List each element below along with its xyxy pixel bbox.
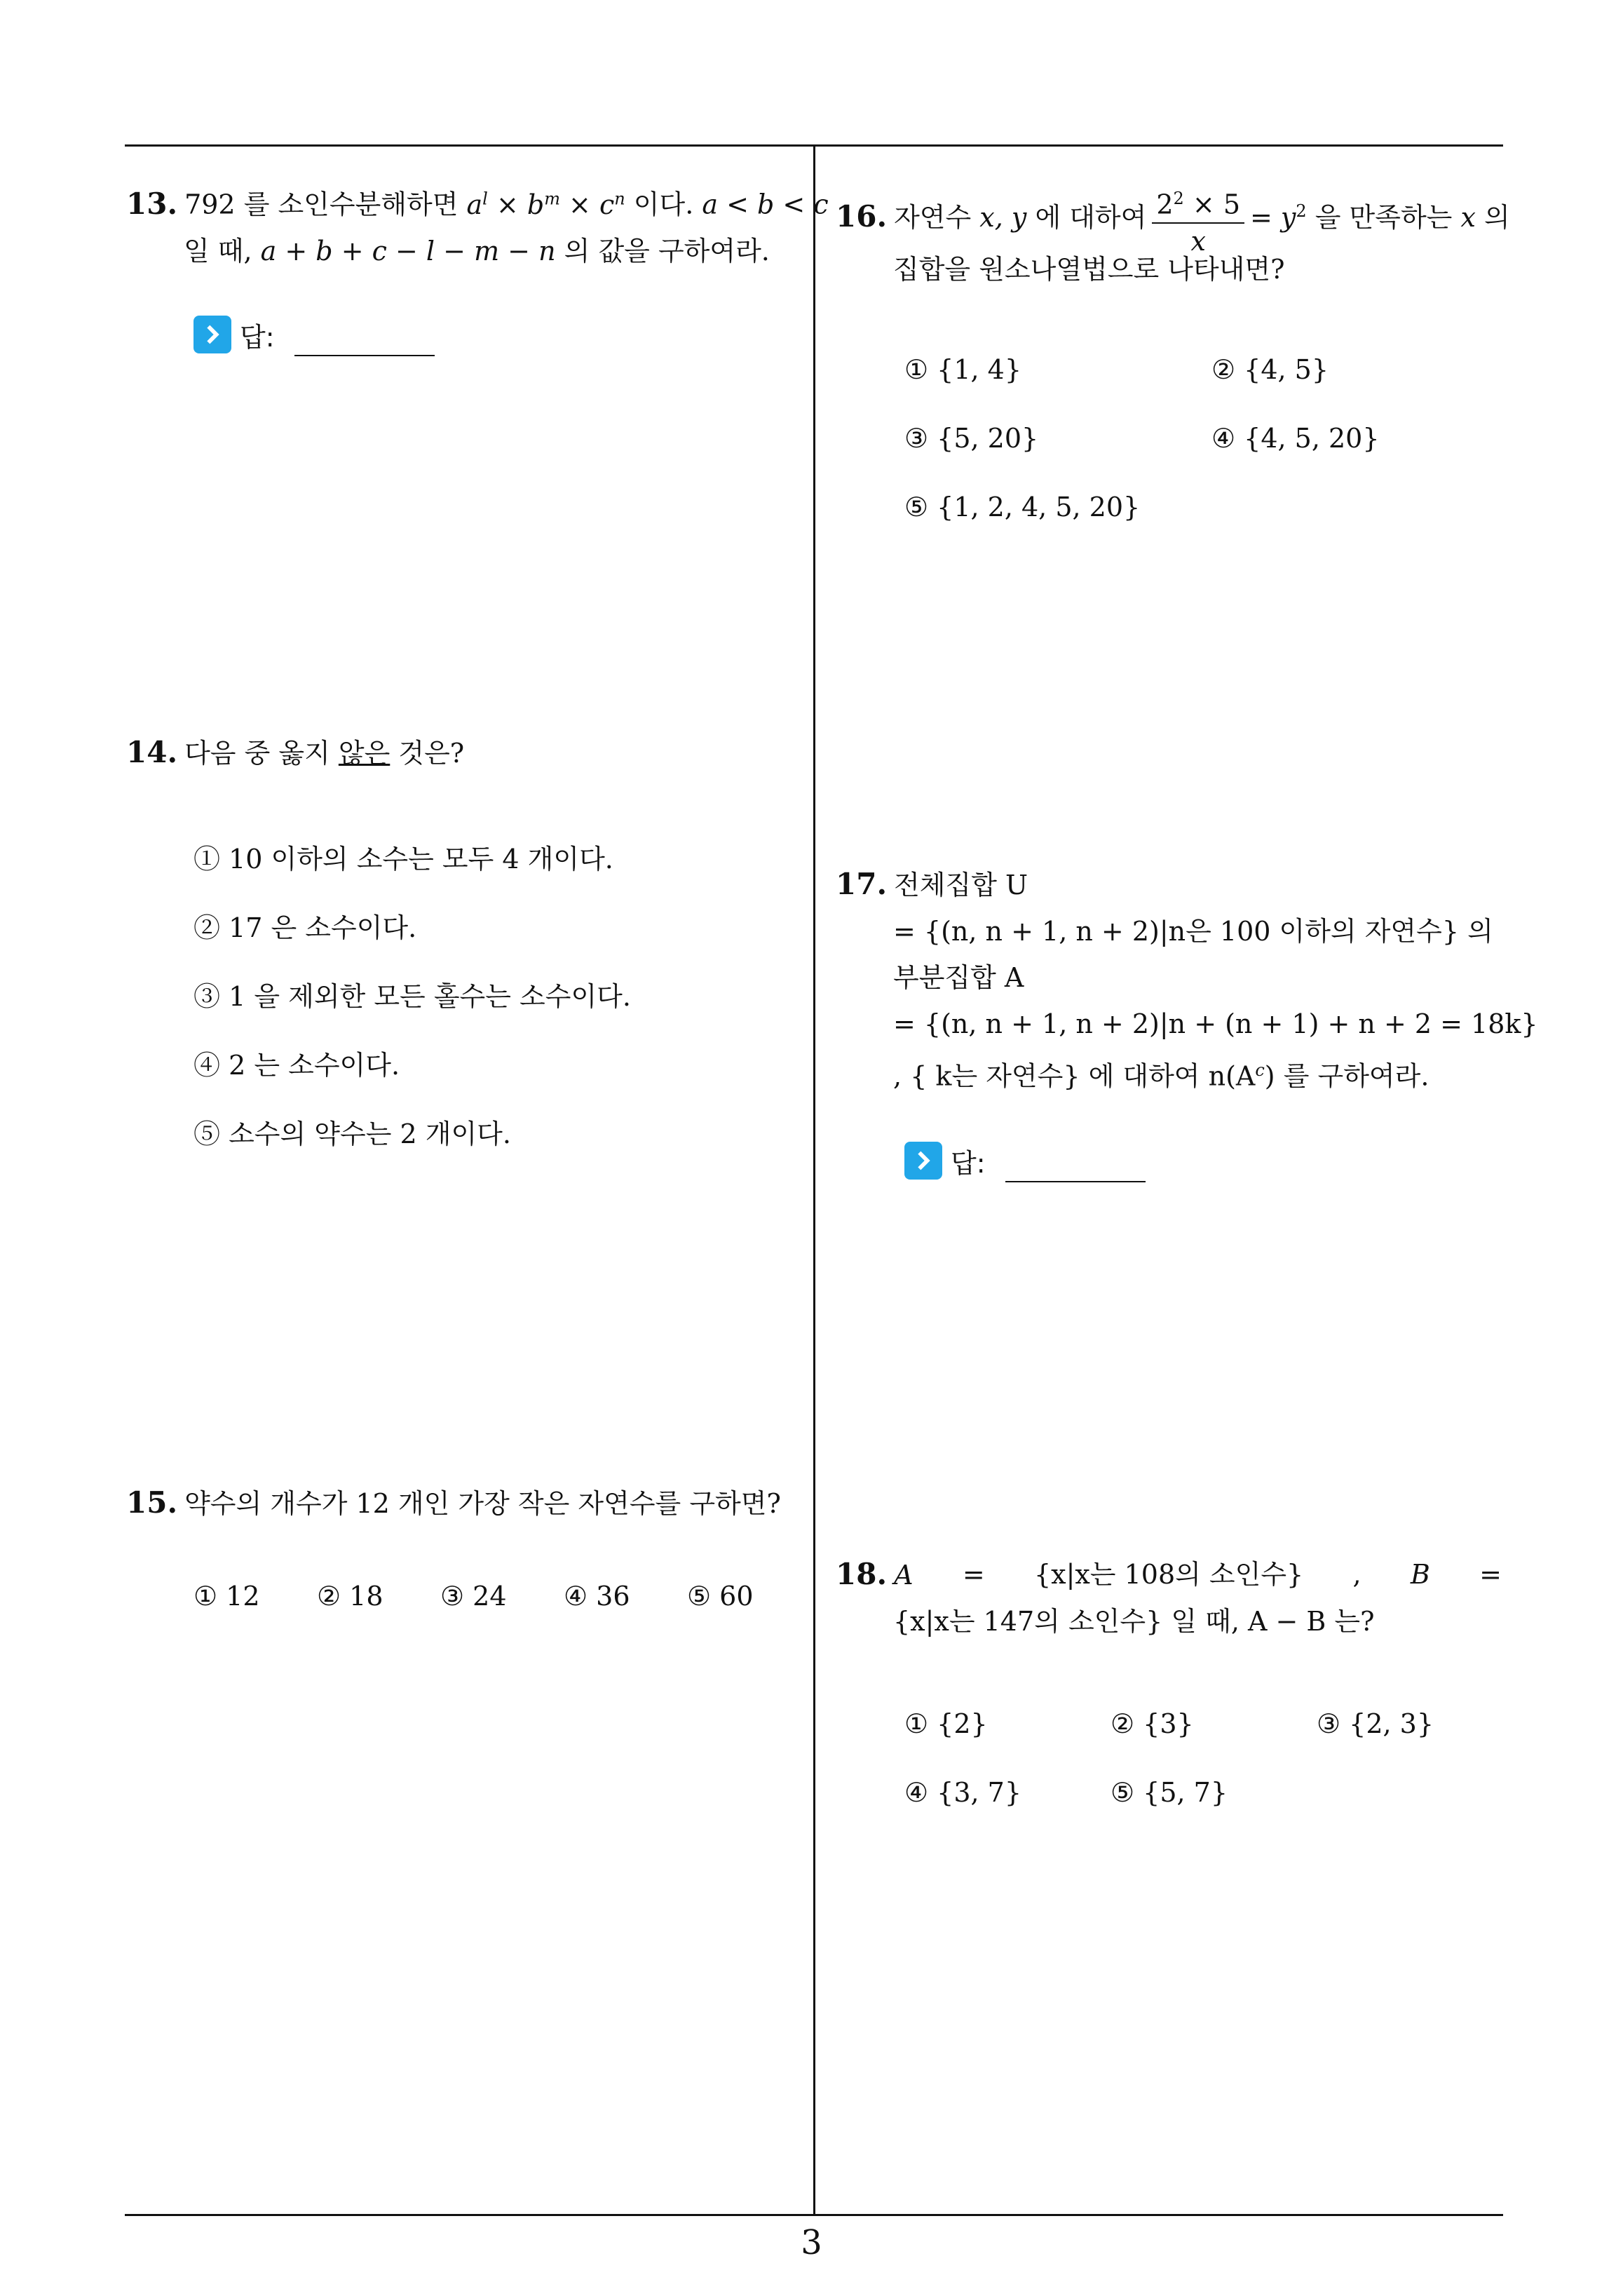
q18-a: A xyxy=(894,1560,914,1591)
q13-text-a: 792 를 소인수분해하면 xyxy=(184,189,467,220)
question-17: 17. 전체집합 U = {(n, n + 1, n + 2)|n은 100 이하의 자연수} 의 부분집합 A = {(n, n + 1, n + 2)|n + (n + 1) + n + 2 = 18k} , { k는 자연수} 에 대하여 $n(A^c)$ 를 구하여라. xyxy=(836,867,1538,1092)
answer-label: 답: xyxy=(240,321,275,353)
q17-answer xyxy=(904,1139,1146,1182)
q15-choice-4[interactable]: ④ 36 xyxy=(564,1581,630,1612)
q16-eq: = y xyxy=(1250,201,1296,233)
q18-set-a: {x|x는 108의 소인수} xyxy=(1033,1559,1304,1590)
q17-line5-a: , { k는 자연수} 에 대하여 n(A xyxy=(893,1060,1256,1092)
q16-line2: 집합을 원소나열법으로 나타내면? xyxy=(893,253,1285,285)
q14-text-b: 것은? xyxy=(390,738,465,769)
q16-frac-numerator: $2^2 \times 5$ xyxy=(1152,181,1244,224)
answer-blank[interactable] xyxy=(1005,1156,1146,1182)
q16-text-c: 을 만족하는 xyxy=(1306,201,1461,233)
q18-choice-2[interactable]: ② {3} xyxy=(1111,1708,1194,1739)
question-number: 14. xyxy=(126,735,178,769)
q16-text-d: 의 xyxy=(1475,201,1510,233)
q18-choice-5[interactable]: ⑤ {5, 7} xyxy=(1111,1777,1228,1808)
q16-choice-1[interactable]: ① {1, 4} xyxy=(904,354,1022,385)
question-number: 13. xyxy=(126,186,178,221)
q16-choice-2[interactable]: ② {4, 5} xyxy=(1211,354,1329,385)
q13-text-b: 이다. xyxy=(625,189,702,220)
q14-choice-1[interactable]: ① 10 이하의 소수는 모두 4 개이다. xyxy=(193,844,613,874)
q17-line4: = {(n, n + 1, n + 2)|n + (n + 1) + n + 2 = 18k} xyxy=(893,1008,1538,1039)
chevron-right-icon xyxy=(904,1142,942,1180)
q17-line2: = {(n, n + 1, n + 2)|n은 100 이하의 자연수} 의 xyxy=(893,916,1493,947)
q16-x: x xyxy=(1460,201,1476,233)
q18-eq1: = xyxy=(962,1559,985,1590)
q16-frac-denominator: x xyxy=(1190,225,1206,257)
q18-eq2: = xyxy=(1479,1559,1502,1590)
page-number: 3 xyxy=(801,2223,822,2262)
q13-text-c: 일 때, xyxy=(184,235,261,266)
question-13 xyxy=(126,175,829,274)
column-divider xyxy=(813,144,815,2215)
q15-choice-1[interactable]: ① 12 xyxy=(193,1581,260,1612)
q13-inequality: a < b < c xyxy=(702,189,829,220)
question-15 xyxy=(126,1480,781,1527)
q18-b: B xyxy=(1410,1559,1430,1590)
chevron-right-icon xyxy=(193,316,231,353)
question-18 xyxy=(836,1551,1509,1645)
q18-line2: {x|x는 147의 소인수} 일 때, A − B 는? xyxy=(893,1606,1375,1637)
q14-choice-2[interactable]: ② 17 은 소수이다. xyxy=(193,912,417,943)
q15-choice-2[interactable]: ② 18 xyxy=(317,1581,383,1612)
q14-text-a: 다음 중 옳지 xyxy=(184,738,339,769)
q18-comma: , xyxy=(1352,1559,1361,1590)
q17-line3: 부분집합 A xyxy=(893,962,1024,993)
q17-line1: 전체집합 U xyxy=(894,870,1028,900)
q18-choice-1[interactable]: ① {2} xyxy=(904,1708,988,1739)
question-number: 15. xyxy=(126,1485,178,1520)
q14-choice-4[interactable]: ④ 2 는 소수이다. xyxy=(193,1050,400,1081)
question-16: 16. 자연수 x, y 에 대하여 $\frac{2^2 \times 5}{x}$ = $y^2$ 을 만족하는 x 의 집합을 원소나열법으로 나타내면? xyxy=(836,181,1509,292)
q16-choice-4[interactable]: ④ {4, 5, 20} xyxy=(1211,423,1380,454)
q14-choice-3[interactable]: ③ 1 을 제외한 모든 홀수는 소수이다. xyxy=(193,981,631,1012)
q16-text-a: 자연수 xyxy=(894,201,980,233)
question-number: 17. xyxy=(836,867,888,901)
q16-vars: x, y xyxy=(979,201,1027,233)
question-number: 16. xyxy=(836,198,888,234)
answer-label: 답: xyxy=(951,1147,986,1179)
q14-text-underlined: 않은 xyxy=(338,738,391,769)
q13-answer xyxy=(193,313,435,356)
q18-choice-4[interactable]: ④ {3, 7} xyxy=(904,1777,1022,1808)
q16-choice-5[interactable]: ⑤ {1, 2, 4, 5, 20} xyxy=(904,492,1141,522)
q15-choice-5[interactable]: ⑤ 60 xyxy=(687,1581,754,1612)
q15-text: 약수의 개수가 12 개인 가장 작은 자연수를 구하면? xyxy=(184,1488,781,1519)
answer-blank[interactable] xyxy=(294,330,435,356)
q13-text-d: 의 값을 구하여라. xyxy=(555,235,770,266)
question-number: 18. xyxy=(836,1557,888,1591)
q13-expression: a + b + c − l − m − n xyxy=(260,235,556,266)
q13-factor-expr: $a^l \times b^m \times c^n$ xyxy=(466,189,625,220)
q18-choice-3[interactable]: ③ {2, 3} xyxy=(1317,1708,1434,1739)
q16-choice-3[interactable]: ③ {5, 20} xyxy=(904,423,1039,454)
question-14 xyxy=(126,729,464,776)
q16-text-b: 에 대하여 xyxy=(1026,201,1147,233)
q14-choice-5[interactable]: ⑤ 소수의 약수는 2 개이다. xyxy=(193,1119,511,1149)
q17-line5-b: ) 를 구하여라. xyxy=(1264,1060,1430,1092)
q15-choice-3[interactable]: ③ 24 xyxy=(440,1581,507,1612)
